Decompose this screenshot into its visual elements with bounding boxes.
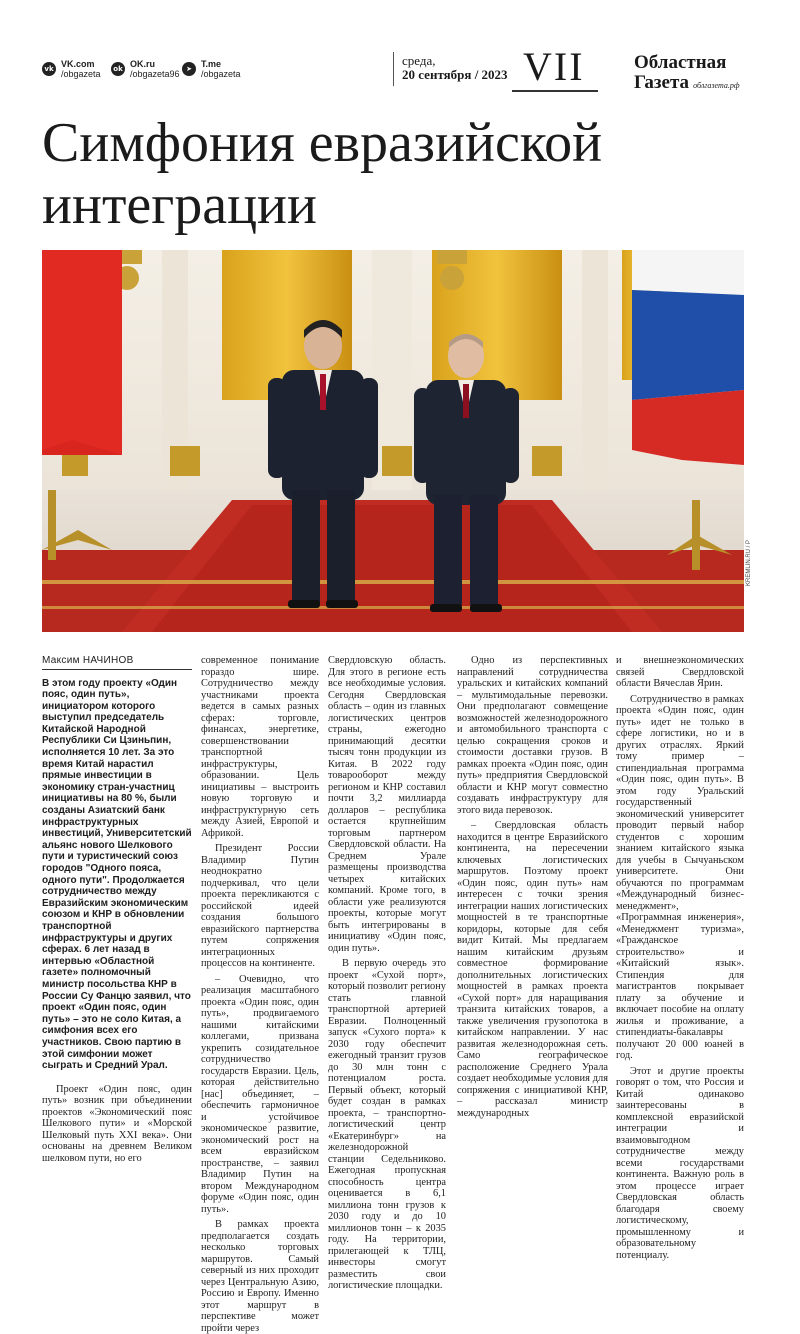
article-column-3 [328,655,446,1292]
page-number-underline [512,90,598,92]
article-paragraph: – Свердловская область находится в центре Евразийского континента, на пересечении ключевых логистических маршрутов. Поэтому проект «Один пояс, один путь» нам интересен с точки зрения интеграции наших логистических мощностей в те транспортные коридоры, которые для себя видит Китай. Мы предлагаем нашим китайским друзьям совместное формирование дополнительных логистических мощностей в рамках проекта «Сухой порт» для наращивания транзита китайских товаров, а также увеличения грузопотока в китайском направлении. У нас развитая железнодорожная сеть. Само географическое расположение Среднего Урала создает необходимые условия для сопряжения с инициативой КНР, – рассказал министр международных [457,820,608,1119]
article-paragraph: современное понимание гораздо шире. Сотрудничество между участниками проекта ведется в самых разных сферах: торговле, финансах, энергетике, совершенствовании транспортной инфраструктуры, образовании. Цель инициативы – выстроить новую торговую и инфраструктурную сеть между Азией, Европой и Африкой. [201,655,319,839]
article-paragraph: Сотрудничество в рамках проекта «Один пояс, один путь» идет не только в сфере логистики, но и в других отраслях. Яркий тому пример – стипендиальная программа «Один пояс, один путь». В этом году Уральский государственный экономический университет проводит первый набор студентов с хорошим знанием китайского языка для учебы в Сычуаньском университете. Они обучаются по программам «Международный бизнес-менеджмент», «Программная инженерия», «Менеджмент туризма», «Гражданское строительство» и «Китайский язык». Стипендия для магистрантов покрывает плату за обучение и включает пособие на оплату жилья и проживание, а стипендиаты-бакалавры получают 20 000 юаней в год. [616,693,744,1061]
headline-line1: Симфония евразийской [42,112,603,174]
headline-line2: интеграции [42,174,317,236]
article-paragraph: Одно из перспективных направлений сотрудничества уральских и китайских компаний – мультимодальные перевозки. Они предполагают совмещение возможностей железнодорожного и автомобильного транспорта с целью сокращения сроков и стоимости доставки грузов. В рамках проекта «Один пояс, один путь» предприятия Свердловской области и КНР могут совместно создавать инфраструктуру для этого вида перевозок. [457,655,608,816]
article-column-1 [42,655,192,1164]
date: 20 сентября / 2023 [402,67,508,82]
social-link-vk[interactable] [42,58,101,80]
article-paragraph: В рамках проекта предполагается создать несколько торговых маршрутов. Самый северный из них проходит через Центральную Азию, Россию и Европу. Именно этот маршрут в перспективе может пройти через [201,1219,319,1334]
article-paragraph: и внешнеэкономических связей Свердловской области Вячеслав Ярин. [616,655,744,689]
article-paragraph: Этот и другие проекты говорят о том, что Россия и Китай одинаково заинтересованы в комплексной евразийской интеграции и взаимовыгодном сотрудничестве между всеми государствами континента. Важную роль в этом процессе играет Свердловская область благодаря своему логистическому, промышленному и образовательному потенциалу. [616,1065,744,1261]
article-paragraph: – Очевидно, что реализация масштабного проекта «Один пояс, один путь», продвигаемого нашими китайскими коллегами, призвана укрепить созидательное сотрудничество государств Евразии. Цель, которая действительно [нас] объединяет, – обеспечить гармоничное и устойчивое экономическое развитие, экономический рост на всем евразийском пространстве, – заявил Владимир Путин на втором Международном форуме «Один пояс, один путь». [201,973,319,1215]
article-paragraph: Проект «Один пояс, один путь» возник при объединении проектов «Экономический пояс Шелкового пути» и «Морской Шелковый путь XXI века». Они основаны на древнем Великом шелковом пути, но его [42,1083,192,1164]
vk-icon: vk [42,62,56,76]
social-link-text: OK.ru /obgazeta96 [130,59,180,79]
newspaper-logo [634,53,740,96]
social-link-ok[interactable] [111,58,180,80]
weekday: среда, [402,53,436,68]
headline [42,112,762,236]
article-lead: В этом году проекту «Один пояс, один путь», инициатором которого выступил председатель Китайской Народной Республики Си Цзиньпин, исполняется 10 лет. За это время Китай нарастил прямые инвестиции в экономику стран-участниц инициативы на 80 %, были созданы Азиатский банк инфраструктурных инвестиций, Университетский альянс нового Шелкового пути и туристический союз городов "Одного пояса, одного пути". Продолжается сотрудничество между Евразийским экономическим союзом и КНР в обновлении транспортной инфраструктуры и других сферах. 6 лет назад в интервью «Областной газете» полномочный министр посольства КНР в России Су Фанцю заявил, что проект «Один пояс, один путь» – это не соло Китая, а симфония всех его участников. Свою партию в этой симфонии может сыграть и Средний Урал. [42,677,192,1072]
article-paragraph: Президент России Владимир Путин неоднократно подчеркивал, что цели проекта перекликаются с российской идеей создания большого евразийского партнерства путем сопряжения интеграционных процессов на континенте. [201,843,319,969]
ok-icon: ok [111,62,125,76]
page-number: VII [523,44,585,89]
article-photo [42,250,744,632]
social-link-telegram[interactable] [182,58,241,80]
article-paragraph: Свердловскую область. Для этого в регионе есть все необходимые условия. Сегодня Свердловская область – один из главных логистических центров страны, ежегодно принимающий десятки тысяч тонн продукции из Китая. В 2022 году товарооборот между регионом и КНР составил почти 3,2 миллиарда долларов – республика остается крупнейшим торговым партнером Свердловской области. На Среднем Урале размещены производства четырех китайских компаний. Кроме того, в области уже реализуются проекты, которые могут быть интегрированы в инициативу «Один пояс, один путь». [328,655,446,954]
article-column-5 [616,655,744,1261]
social-link-text: T.me /obgazeta [201,59,241,79]
telegram-icon: ➤ [182,62,196,76]
brand-line1: Областная [634,52,727,73]
article-paragraph: В первую очередь это проект «Сухой порт», который позволит региону стать главной транспортной артерией Евразии. Полноценный запуск «Сухого порта» к 2030 году обеспечит ежегодный транзит грузов до 30 млн тонн с потенциалом роста. Первый объект, который будет создан в рамках проекта, – транспортно-логистический центр «Екатеринбург» на железнодорожной станции Седельниково. Ежегодная пропускная способность центра оценивается в 6,1 миллиона тонн грузов к 2030 году и до 10 миллионов тонн – к 2035 году. На территории, прилегающей к ТЛЦ, инвесторы смогут разместить свои логистические площадки. [328,958,446,1291]
header-divider [393,52,394,86]
article-column-2 [201,655,319,1334]
issue-date [402,54,508,82]
brand-line2: Газета [634,72,690,93]
brand-site: облгазета.рф [693,81,740,90]
author-byline: Максим НАЧИНОВ [42,655,192,670]
article-column-4 [457,655,608,1119]
photo-credit: KREMLIN.RU / P [746,539,752,586]
social-link-text: VK.com /obgazeta [61,59,101,79]
